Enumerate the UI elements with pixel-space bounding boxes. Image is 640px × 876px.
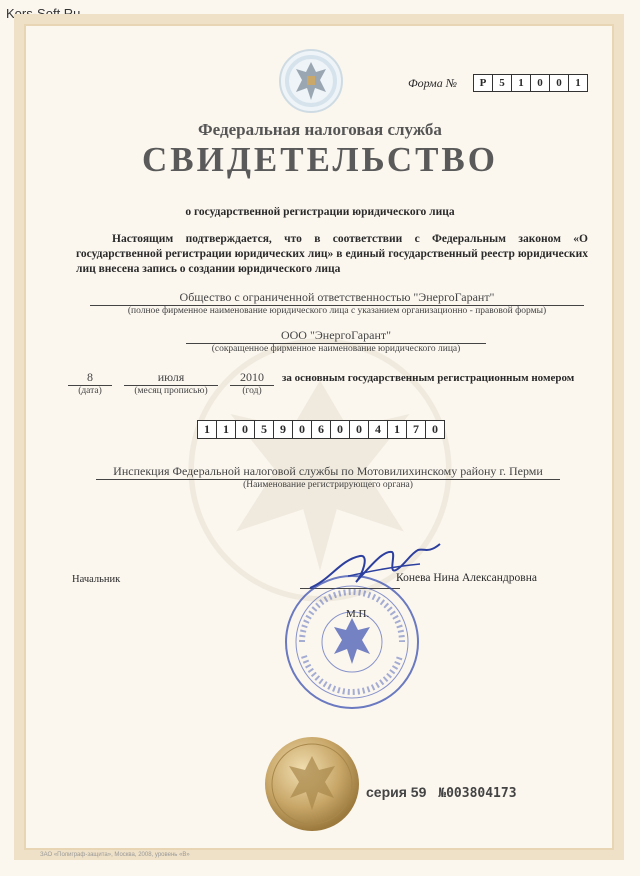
form-number-label: Форма № (408, 76, 458, 90)
series-number: №003804173 (438, 786, 517, 801)
ogrn-digit: 1 (216, 420, 236, 439)
authority-caption: (Наименование регистрирующего органа) (243, 480, 413, 490)
ogrn-digit: 0 (235, 420, 255, 439)
short-name-value: ООО "ЭнергоГарант" (186, 328, 486, 344)
head-full-name: Конева Нина Александровна (396, 572, 537, 584)
form-number-boxes (474, 74, 588, 92)
ogrn-digit: 1 (197, 420, 217, 439)
ogrn-digit: 0 (425, 420, 445, 439)
site-watermark-text: Kors-Soft.Ru (6, 6, 81, 21)
confirmation-paragraph (76, 232, 588, 277)
authority-value: Инспекция Федеральной налоговой службы по Мотовилихинскому району г. Перми (96, 464, 560, 480)
confirmation-text: Настоящим подтверждается, что в соответствии с Федеральным законом «О государственной регистрации юридических лиц» в единый государственный реестр юридических лиц внесена запись о создании юридического лица (76, 233, 588, 275)
agency-name: Федеральная налоговая служба (198, 120, 442, 139)
ogrn-digit: 0 (292, 420, 312, 439)
form-code-digit: 0 (530, 74, 550, 92)
form-code-digit: 0 (549, 74, 569, 92)
tax-service-emblem-icon (278, 48, 344, 114)
full-name-value: Общество с ограниченной ответственностью "ЭнергоГарант" (90, 290, 584, 306)
head-position-label: Начальник (72, 574, 121, 585)
form-code-digit: 1 (511, 74, 531, 92)
ogrn-digit: 9 (273, 420, 293, 439)
date-day-caption: (дата) (78, 386, 102, 396)
series-label: серия (366, 784, 407, 800)
ogrn-digit: 0 (349, 420, 369, 439)
registration-number-label: за основным государственным регистрационным номером (282, 372, 575, 384)
ogrn-digit: 5 (254, 420, 274, 439)
seal-place-label: М.П. (346, 608, 370, 620)
ogrn-digit: 0 (330, 420, 350, 439)
gold-hologram-seal-icon (262, 734, 362, 834)
date-day-value: 8 (68, 370, 112, 386)
form-code-digit: 1 (568, 74, 588, 92)
document-subtitle: о государственной регистрации юридического лица (185, 206, 455, 218)
date-month-value: июля (124, 370, 218, 386)
series-block (366, 784, 517, 801)
date-year-caption: (год) (242, 386, 262, 396)
document-title: СВИДЕТЕЛЬСТВО (141, 140, 499, 179)
full-name-caption: (полное фирменное наименование юридического лица с указанием организационно - правовой формы) (127, 306, 547, 316)
series-code: 59 (410, 784, 427, 800)
printer-note: ЗАО «Полиграф-защита», Москва, 2008, уровень «В» (40, 852, 190, 858)
ogrn-digit: 7 (406, 420, 426, 439)
ogrn-boxes (198, 420, 445, 439)
handwritten-signature-icon (300, 530, 450, 600)
ogrn-digit: 4 (368, 420, 388, 439)
ogrn-digit: 6 (311, 420, 331, 439)
ogrn-digit: 1 (387, 420, 407, 439)
short-name-caption: (сокращенное фирменное наименование юридического лица) (211, 344, 461, 354)
form-code-digit: Р (473, 74, 493, 92)
date-year-value: 2010 (230, 370, 274, 386)
date-month-caption: (месяц прописью) (134, 386, 208, 396)
form-code-digit: 5 (492, 74, 512, 92)
